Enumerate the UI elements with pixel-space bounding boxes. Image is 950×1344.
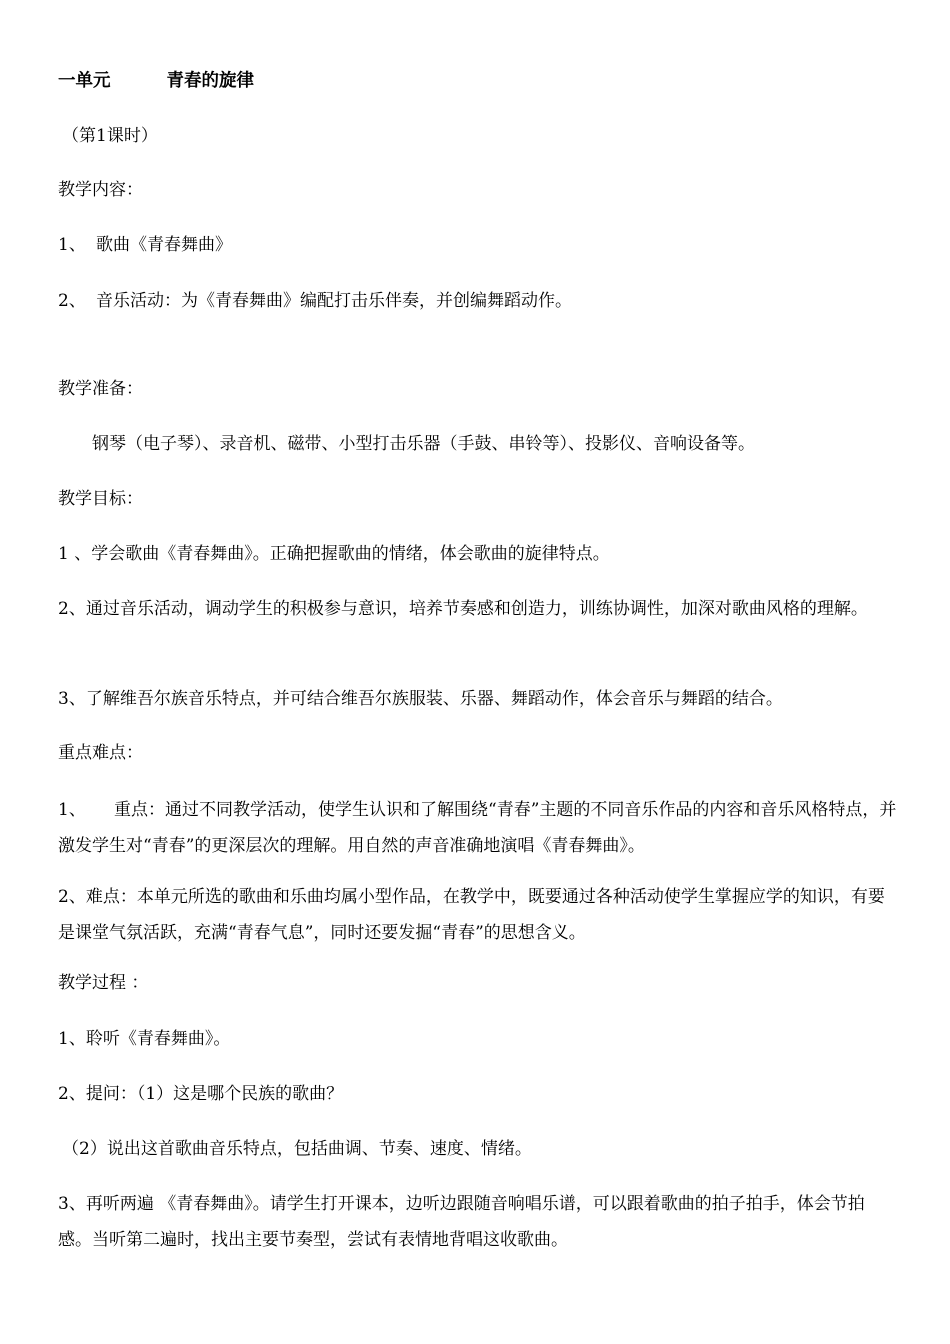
content-item-number: 1、	[58, 235, 86, 255]
goals-heading: 教学目标：	[58, 489, 143, 509]
prep-text: 钢琴（电子琴）、录音机、磁带、小型打击乐器（手鼓、串铃等）、投影仪、音响设备等。	[92, 434, 755, 454]
content-item-text: 音乐活动：为《青春舞曲》编配打击乐伴奏，并创编舞蹈动作。	[96, 291, 572, 311]
key-point-2: 2、难点：本单元所选的歌曲和乐曲均属小型作品，在教学中，既要通过各种活动使学生掌握应学的知识，有要是课堂气氛活跃，充满“青春气息”，同时还要发掘“青春”的思想含义。	[58, 887, 885, 943]
process-step: 3、再听两遍 《青春舞曲》。请学生打开课本，边听边跟随音响唱乐谱，可以跟着歌曲的拍子拍手，体会节拍感。当听第二遍时，找出主要节奏型，尝试有表情地背唱这收歌曲。	[58, 1194, 865, 1250]
process-step: 1、聆听《青春舞曲》。	[58, 1029, 231, 1049]
key-heading: 重点难点：	[58, 743, 143, 763]
unit-label: 一单元	[58, 71, 111, 91]
goal-item: 1 、学会歌曲《青春舞曲》。正确把握歌曲的情绪，体会歌曲的旋律特点。	[58, 544, 610, 564]
goal-item: 3、了解维吾尔族音乐特点，并可结合维吾尔族服装、乐器、舞蹈动作，体会音乐与舞蹈的结合。	[58, 689, 783, 709]
content-item-1	[58, 230, 898, 260]
key-point-text: 重点：通过不同教学活动，使学生认识和了解围绕“青春”主题的不同音乐作品的内容和音乐风格特点，并激发学生对“青春”的更深层次的理解。用自然的声音准确地演唱《青春舞曲》。	[58, 800, 897, 856]
prep-heading: 教学准备：	[58, 379, 143, 399]
key-point-number: 1、	[58, 800, 86, 820]
doc-title	[58, 66, 898, 96]
content-item-2	[58, 286, 898, 316]
key-point-1	[58, 792, 898, 864]
process-heading: 教学过程 ：	[58, 973, 149, 993]
lesson-number: （第1课时）	[62, 126, 158, 146]
content-item-text: 歌曲《青春舞曲》	[96, 235, 232, 255]
goal-item: 2、通过音乐活动，调动学生的积极参与意识，培养节奏感和创造力，训练协调性，加深对歌曲风格的理解。	[58, 599, 868, 619]
unit-title: 青春的旋律	[166, 71, 254, 91]
content-heading: 教学内容：	[58, 180, 143, 200]
process-step: 2、提问：（1）这是哪个民族的歌曲？	[58, 1084, 344, 1104]
content-item-number: 2、	[58, 291, 86, 311]
process-step: （2）说出这首歌曲音乐特点，包括曲调、节奏、速度、情绪。	[62, 1139, 532, 1159]
